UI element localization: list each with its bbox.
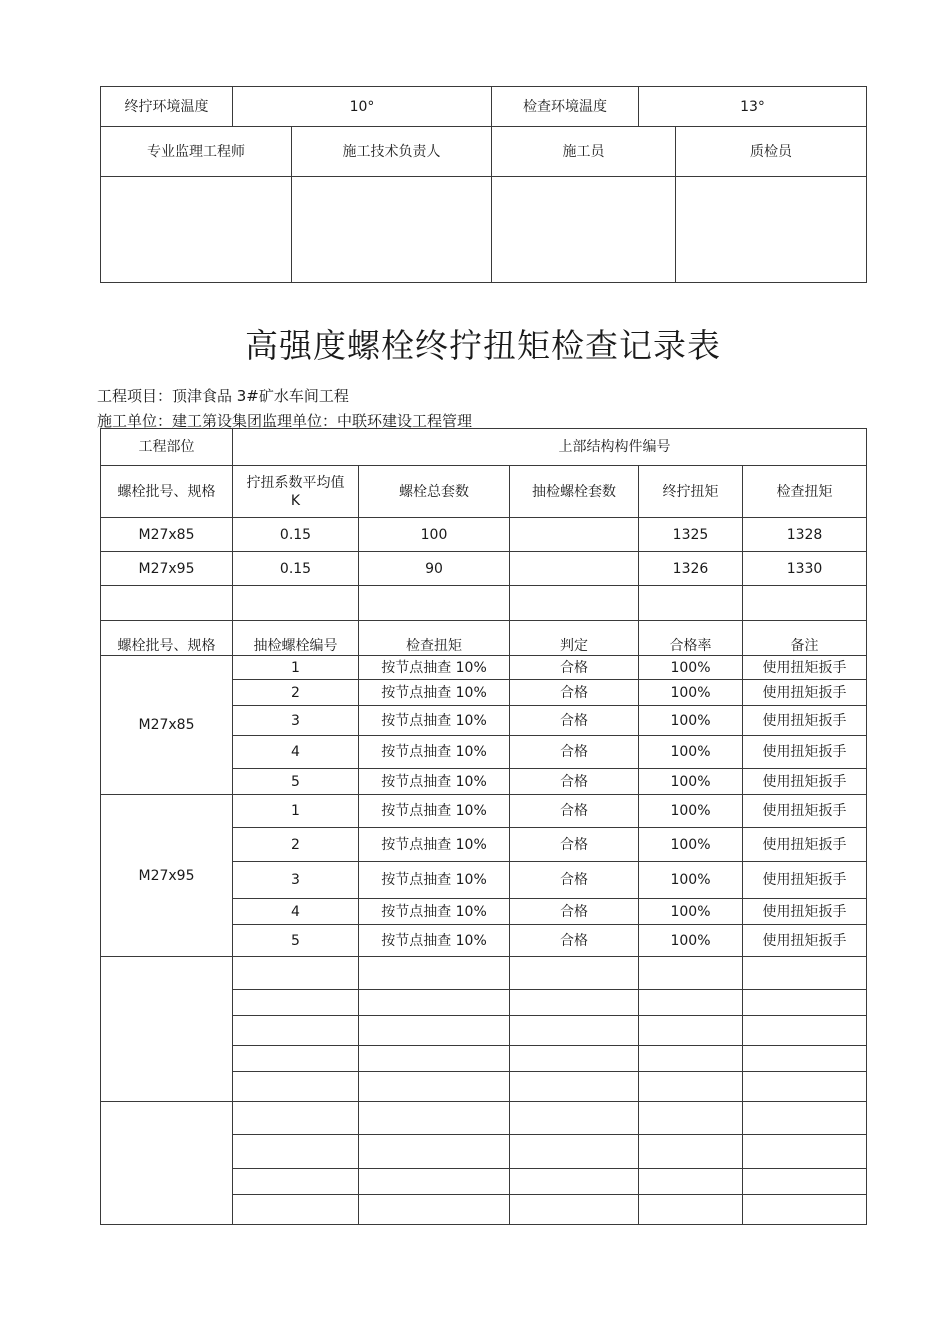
sample-cell: 100% bbox=[639, 862, 743, 899]
sample-cell: 按节点抽查 10% bbox=[359, 656, 510, 680]
project-info: 工程项目：顶津食品 3#矿水车间工程 bbox=[97, 387, 349, 405]
empty-cell[interactable] bbox=[510, 1102, 639, 1135]
sample-cell: 合格 bbox=[510, 828, 639, 862]
sample-spec-cell: M27x95 bbox=[101, 795, 233, 957]
final-temp-label: 终拧环境温度 bbox=[101, 87, 233, 127]
empty-cell[interactable] bbox=[359, 1072, 510, 1102]
empty-cell[interactable] bbox=[359, 1102, 510, 1135]
empty-cell[interactable] bbox=[743, 1135, 867, 1169]
empty-cell[interactable] bbox=[510, 1169, 639, 1195]
empty-cell[interactable] bbox=[233, 1046, 359, 1072]
spec-header-cell: 抽检螺栓套数 bbox=[510, 466, 639, 518]
empty-spec-cell[interactable] bbox=[101, 1102, 233, 1225]
empty-cell[interactable] bbox=[510, 1135, 639, 1169]
sample-cell: 使用扭矩扳手 bbox=[743, 736, 867, 769]
sample-cell: 使用扭矩扳手 bbox=[743, 769, 867, 795]
spec-cell: 1326 bbox=[639, 552, 743, 586]
spec-row bbox=[101, 552, 867, 586]
empty-spec-cell[interactable] bbox=[101, 957, 233, 1102]
sample-cell: 3 bbox=[233, 706, 359, 736]
blank-cell[interactable] bbox=[101, 586, 233, 621]
sample-cell: 按节点抽查 10% bbox=[359, 736, 510, 769]
signature-inspector-label: 质检员 bbox=[676, 127, 867, 177]
sample-cell: 100% bbox=[639, 795, 743, 828]
empty-cell[interactable] bbox=[743, 1016, 867, 1046]
empty-cell[interactable] bbox=[639, 1169, 743, 1195]
sample-cell: 合格 bbox=[510, 769, 639, 795]
sample-cell: 按节点抽查 10% bbox=[359, 769, 510, 795]
empty-cell[interactable] bbox=[743, 1169, 867, 1195]
empty-cell[interactable] bbox=[359, 1195, 510, 1225]
blank-cell[interactable] bbox=[639, 586, 743, 621]
spec-header-cell: 终拧扭矩 bbox=[639, 466, 743, 518]
empty-cell[interactable] bbox=[743, 1072, 867, 1102]
sample-cell: 合格 bbox=[510, 795, 639, 828]
sample-cell: 4 bbox=[233, 736, 359, 769]
empty-cell[interactable] bbox=[510, 1046, 639, 1072]
spec-header-cell: 检查扭矩 bbox=[743, 466, 867, 518]
empty-cell[interactable] bbox=[510, 990, 639, 1016]
blank-cell[interactable] bbox=[743, 586, 867, 621]
sample-cell: 使用扭矩扳手 bbox=[743, 828, 867, 862]
sample-header-row bbox=[101, 621, 867, 656]
empty-cell[interactable] bbox=[510, 1016, 639, 1046]
sample-cell: 合格 bbox=[510, 706, 639, 736]
empty-cell[interactable] bbox=[639, 1016, 743, 1046]
empty-cell[interactable] bbox=[510, 1195, 639, 1225]
sample-cell: 使用扭矩扳手 bbox=[743, 706, 867, 736]
signature-blank-row bbox=[101, 177, 867, 283]
sample-cell: 100% bbox=[639, 828, 743, 862]
sample-cell: 2 bbox=[233, 828, 359, 862]
sample-cell: 1 bbox=[233, 795, 359, 828]
empty-cell[interactable] bbox=[359, 1169, 510, 1195]
empty-cell[interactable] bbox=[510, 1072, 639, 1102]
sample-cell: 3 bbox=[233, 862, 359, 899]
sample-cell: 5 bbox=[233, 925, 359, 957]
empty-cell[interactable] bbox=[233, 990, 359, 1016]
spec-row bbox=[101, 518, 867, 552]
empty-cell[interactable] bbox=[233, 1072, 359, 1102]
sample-cell: 合格 bbox=[510, 925, 639, 957]
empty-cell[interactable] bbox=[639, 957, 743, 990]
empty-cell[interactable] bbox=[233, 1195, 359, 1225]
spec-cell: 1330 bbox=[743, 552, 867, 586]
spec-cell: 100 bbox=[359, 518, 510, 552]
sample-cell: 1 bbox=[233, 656, 359, 680]
sample-cell: 100% bbox=[639, 656, 743, 680]
blank-cell[interactable] bbox=[233, 586, 359, 621]
sample-header-cell: 备注 bbox=[743, 621, 867, 656]
sample-cell: 按节点抽查 10% bbox=[359, 706, 510, 736]
empty-cell[interactable] bbox=[743, 1195, 867, 1225]
empty-cell[interactable] bbox=[639, 990, 743, 1016]
empty-cell[interactable] bbox=[233, 1135, 359, 1169]
sample-cell: 按节点抽查 10% bbox=[359, 899, 510, 925]
sample-cell: 100% bbox=[639, 769, 743, 795]
empty-cell[interactable] bbox=[233, 1016, 359, 1046]
signature-table bbox=[100, 86, 867, 283]
sample-cell: 合格 bbox=[510, 736, 639, 769]
sample-header-cell: 检查扭矩 bbox=[359, 621, 510, 656]
empty-row bbox=[101, 1102, 867, 1135]
signature-tech-lead-label: 施工技术负责人 bbox=[292, 127, 492, 177]
spec-cell: 1328 bbox=[743, 518, 867, 552]
empty-cell[interactable] bbox=[233, 1102, 359, 1135]
empty-cell[interactable] bbox=[639, 1102, 743, 1135]
sample-row bbox=[101, 656, 867, 680]
empty-cell[interactable] bbox=[233, 957, 359, 990]
empty-cell[interactable] bbox=[359, 1016, 510, 1046]
sample-cell: 使用扭矩扳手 bbox=[743, 656, 867, 680]
spec-cell: 90 bbox=[359, 552, 510, 586]
empty-cell[interactable] bbox=[359, 957, 510, 990]
signature-field[interactable] bbox=[101, 177, 292, 283]
empty-cell[interactable] bbox=[359, 1135, 510, 1169]
empty-cell[interactable] bbox=[510, 957, 639, 990]
sample-cell: 按节点抽查 10% bbox=[359, 925, 510, 957]
empty-cell[interactable] bbox=[639, 1135, 743, 1169]
empty-cell[interactable] bbox=[233, 1169, 359, 1195]
spec-cell: M27x85 bbox=[101, 518, 233, 552]
sample-cell: 使用扭矩扳手 bbox=[743, 899, 867, 925]
check-temp-label: 检查环境温度 bbox=[492, 87, 639, 127]
spec-cell: M27x95 bbox=[101, 552, 233, 586]
sample-header-cell: 螺栓批号、规格 bbox=[101, 621, 233, 656]
blank-cell[interactable] bbox=[510, 586, 639, 621]
sample-header-cell: 抽检螺栓编号 bbox=[233, 621, 359, 656]
empty-cell[interactable] bbox=[743, 1046, 867, 1072]
sample-cell: 合格 bbox=[510, 899, 639, 925]
sample-cell: 2 bbox=[233, 680, 359, 706]
spec-cell: 1325 bbox=[639, 518, 743, 552]
sample-cell: 5 bbox=[233, 769, 359, 795]
blank-row bbox=[101, 586, 867, 621]
blank-cell[interactable] bbox=[359, 586, 510, 621]
inspection-table bbox=[100, 428, 867, 1225]
sample-spec-cell: M27x85 bbox=[101, 656, 233, 795]
sample-header-cell: 判定 bbox=[510, 621, 639, 656]
sample-cell: 按节点抽查 10% bbox=[359, 795, 510, 828]
sample-cell: 按节点抽查 10% bbox=[359, 680, 510, 706]
sample-cell: 100% bbox=[639, 706, 743, 736]
sample-cell: 使用扭矩扳手 bbox=[743, 680, 867, 706]
sample-cell: 合格 bbox=[510, 680, 639, 706]
spec-header-row bbox=[101, 466, 867, 518]
empty-row bbox=[101, 957, 867, 990]
sample-cell: 100% bbox=[639, 736, 743, 769]
signature-field[interactable] bbox=[492, 177, 676, 283]
sample-cell: 4 bbox=[233, 899, 359, 925]
signature-field[interactable] bbox=[676, 177, 867, 283]
empty-cell[interactable] bbox=[639, 1072, 743, 1102]
sample-cell: 100% bbox=[639, 925, 743, 957]
sample-cell: 使用扭矩扳手 bbox=[743, 925, 867, 957]
sample-row bbox=[101, 795, 867, 828]
sample-cell: 使用扭矩扳手 bbox=[743, 795, 867, 828]
signature-supervisor-label: 专业监理工程师 bbox=[101, 127, 292, 177]
empty-cell[interactable] bbox=[359, 1046, 510, 1072]
check-temp-value: 13° bbox=[639, 87, 867, 127]
unit-info: 施工单位：建工第设集团监理单位：中联环建设工程管理 bbox=[97, 412, 473, 430]
final-temp-value: 10° bbox=[233, 87, 492, 127]
spec-cell: 0.15 bbox=[233, 518, 359, 552]
sample-cell: 使用扭矩扳手 bbox=[743, 862, 867, 899]
empty-cell[interactable] bbox=[639, 1046, 743, 1072]
empty-cell[interactable] bbox=[743, 957, 867, 990]
empty-cell[interactable] bbox=[743, 1102, 867, 1135]
sample-cell: 合格 bbox=[510, 656, 639, 680]
sample-cell: 按节点抽查 10% bbox=[359, 862, 510, 899]
empty-cell[interactable] bbox=[359, 990, 510, 1016]
sample-cell: 按节点抽查 10% bbox=[359, 828, 510, 862]
signature-builder-label: 施工员 bbox=[492, 127, 676, 177]
temperature-row bbox=[101, 87, 867, 127]
part-row bbox=[101, 429, 867, 466]
sample-cell: 合格 bbox=[510, 862, 639, 899]
part-value: 上部结构构件编号 bbox=[233, 429, 867, 466]
spec-cell: 0.15 bbox=[233, 552, 359, 586]
signature-header-row bbox=[101, 127, 867, 177]
sample-cell: 100% bbox=[639, 899, 743, 925]
spec-cell bbox=[510, 518, 639, 552]
spec-cell bbox=[510, 552, 639, 586]
sample-cell: 100% bbox=[639, 680, 743, 706]
sample-header-cell: 合格率 bbox=[639, 621, 743, 656]
part-label: 工程部位 bbox=[101, 429, 233, 466]
empty-cell[interactable] bbox=[639, 1195, 743, 1225]
page-title: 高强度螺栓终拧扭矩检查记录表 bbox=[245, 326, 721, 365]
spec-header-cell: 螺栓总套数 bbox=[359, 466, 510, 518]
spec-header-cell: 螺栓批号、规格 bbox=[101, 466, 233, 518]
spec-header-cell: 拧扭系数平均值 K bbox=[233, 466, 359, 518]
empty-cell[interactable] bbox=[743, 990, 867, 1016]
signature-field[interactable] bbox=[292, 177, 492, 283]
